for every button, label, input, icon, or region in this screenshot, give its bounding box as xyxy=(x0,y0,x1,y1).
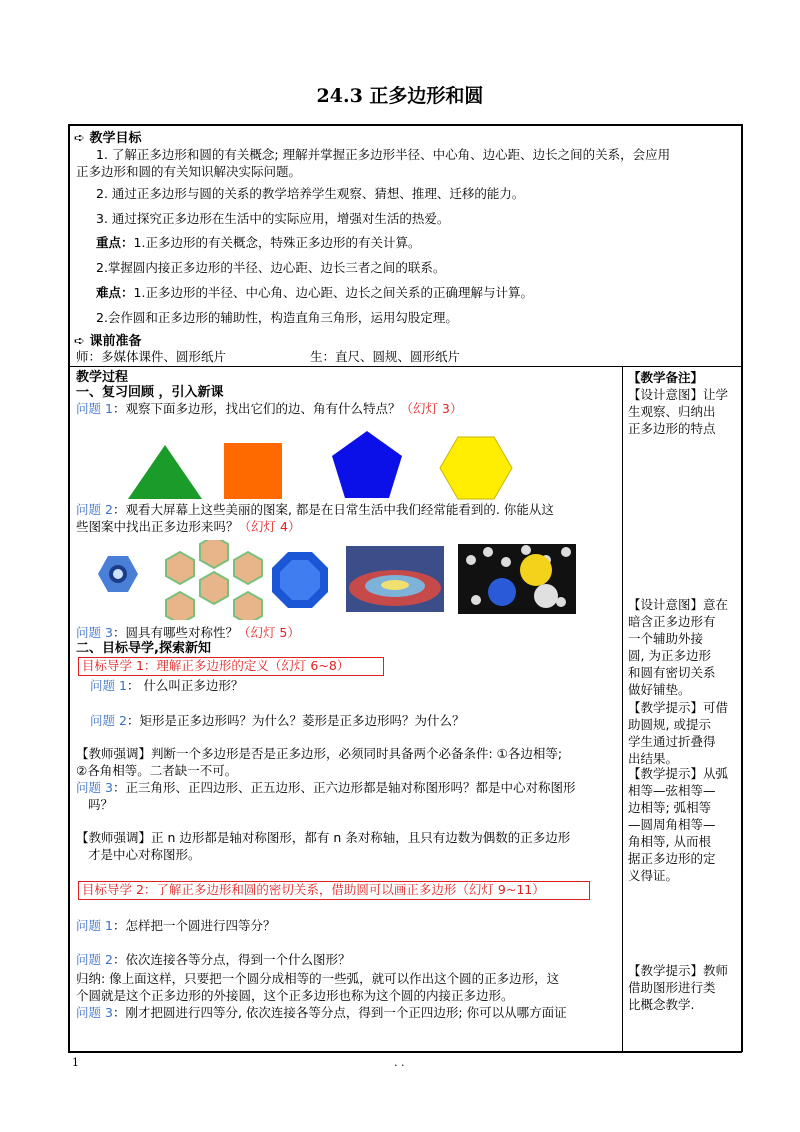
polygon-shapes xyxy=(120,425,540,505)
goal2-question-2: 问题 2：依次连接各等分点，得到一个什么图形？ xyxy=(76,952,351,967)
arrow-right-icon: ➪ xyxy=(74,334,85,349)
column-divider xyxy=(622,366,623,1052)
section-1-heading: 一、复习回顾 ，引入新课 xyxy=(76,385,224,400)
emphasis-1b: ②各角相等。二者缺一不可。 xyxy=(76,763,238,778)
page-number: 1 xyxy=(72,1056,79,1069)
question-2b: 些图案中找出正多边形来吗？（幻灯 4） xyxy=(76,519,301,534)
goal1-question-1: 问题 1： 什么叫正多边形？ xyxy=(90,678,244,693)
pattern-images xyxy=(76,540,586,620)
page-title: 24.3 正多边形和圆 xyxy=(316,85,484,107)
section-2-heading: 二、目标导学,探索新知 xyxy=(76,641,211,656)
difficulty-1-row: 难点：1.正多边形的半径、中心角、边心距、边长之间关系的正确理解与计算。 xyxy=(96,285,533,300)
hex-nut-image xyxy=(98,556,138,592)
key-label: 重点 xyxy=(96,235,122,250)
prep-student: 生：直尺、圆规、圆形纸片 xyxy=(310,349,461,364)
table-border-left xyxy=(68,124,70,1052)
kaleidoscope-image xyxy=(346,546,444,612)
question-3: 问题 3：圆具有哪些对称性？（幻灯 5） xyxy=(76,625,300,640)
emphasis-2b: 才是中心对称图形。 xyxy=(88,847,201,862)
key-point-1-row: 重点：1.正多边形的有关概念，特殊正多边形的有关计算。 xyxy=(96,235,421,250)
footer-dots: . . xyxy=(394,1056,405,1069)
goal-2: 2. 通过正多边形与圆的关系的教学培养学生观察、猜想、推理、迁移的能力。 xyxy=(96,186,525,201)
goals-heading: 教学目标 xyxy=(89,131,142,146)
difficulty-1: 1.正多边形的半径、中心角、边心距、边长之间关系的正确理解与计算。 xyxy=(133,285,533,300)
triangle-shape xyxy=(128,445,202,499)
difficulty-label: 难点 xyxy=(96,285,122,300)
tiling-pattern-image xyxy=(166,540,262,620)
prep-heading: 课前准备 xyxy=(89,334,142,349)
table-border-bottom xyxy=(68,1051,742,1053)
goal-3: 3. 通过探究正多边形在生活中的实际应用，增强对生活的热爱。 xyxy=(96,211,450,226)
notes-heading: 【教学备注】 xyxy=(628,370,704,385)
goal1-question-3a: 问题 3：正三角形、正四边形、正五边形、正六边形都是轴对称图形吗？都是中心对称图形 xyxy=(76,780,576,795)
row-divider xyxy=(68,366,742,367)
prep-teacher: 师：多媒体课件、圆形纸片 xyxy=(76,349,227,364)
question-2a: 问题 2：观看大屏幕上这些美丽的图案, 都是在日常生活中我们经常能看到的. 你能从这 xyxy=(76,502,554,517)
difficulty-2: 2.会作圆和正多边形的辅助性，构造直角三角形，运用勾股定理。 xyxy=(96,310,458,325)
arrow-right-icon: ➪ xyxy=(74,131,85,146)
goal2-question-3: 问题 3：刚才把圆进行四等分, 依次连接各等分点，得到一个正四边形; 你可以从哪方面证 xyxy=(76,1005,567,1020)
process-heading: 教学过程 xyxy=(76,370,129,385)
goal2-question-1: 问题 1：怎样把一个圆进行四等分？ xyxy=(76,918,276,933)
note-5: 【教学提示】教师 借助图形进行类 比概念教学. xyxy=(628,963,729,1012)
note-4: 【教学提示】从弧 相等—弦相等— 边相等; 弧相等 —圆周角相等— 角相等, 从而根 据正多边形的定 义得证。 xyxy=(628,766,729,883)
goal-1a: 1. 了解正多边形和圆的有关概念; 理解并掌握正多边形半径、中心角、边心距、边长之间的关系，会应用 xyxy=(96,147,671,162)
induction-b: 个圆就是这个正多边形的外接圆，这个正多边形也称为这个圆的内接正多边形。 xyxy=(76,988,514,1003)
goal1-question-2: 问题 2：矩形是正多边形吗？为什么？菱形是正多边形吗？为什么？ xyxy=(90,713,465,728)
pentagon-shape xyxy=(332,431,402,498)
hexagon-shape xyxy=(440,437,512,499)
goal1-question-3b: 吗？ xyxy=(88,797,114,812)
key-point-1: 1.正多边形的有关概念，特殊正多边形的有关计算。 xyxy=(133,235,421,250)
table-border-right xyxy=(741,124,743,1052)
question-1: 问题 1：观察下面多边形，找出它们的边、角有什么特点？（幻灯 3） xyxy=(76,401,463,416)
goal-2-text: 目标导学 2：了解正多边形和圆的密切关系，借助圆可以画正多边形（幻灯 9~11） xyxy=(82,882,545,897)
emphasis-1a: 【教师强调】判断一个多边形是否是正多边形，必须同时具备两个必备条件: ①各边相等; xyxy=(76,746,563,761)
soccer-balls-image xyxy=(458,544,576,614)
goal-1b: 正多边形和圆的有关知识解决实际问题。 xyxy=(76,164,302,179)
goals-heading-row xyxy=(74,130,141,147)
note-3: 【教学提示】可借 助圆规, 或提示 学生通过折叠得 出结果。 xyxy=(628,700,729,766)
note-1: 【设计意图】让学 生观察、归纳出 正多边形的特点 xyxy=(628,387,729,436)
key-point-2: 2.掌握圆内接正多边形的半径、边心距、边长三者之间的联系。 xyxy=(96,260,446,275)
square-shape xyxy=(224,443,282,499)
emphasis-2a: 【教师强调】正 n 边形都是轴对称图形，都有 n 条对称轴，且只有边数为偶数的正多边形 xyxy=(76,830,571,845)
induction-a: 归纳: 像上面这样，只要把一个圆分成相等的一些弧，就可以作出这个圆的正多边形，这 xyxy=(76,971,560,986)
octagon-image xyxy=(272,552,328,608)
goal-1-text: 目标导学 1：理解正多边形的定义（幻灯 6~8） xyxy=(82,658,350,673)
table-border-top xyxy=(68,124,742,126)
note-2: 【设计意图】意在 暗含正多边形有 一个辅助外接 圆, 为正多边形 和圆有密切关系 做好铺垫。 xyxy=(628,597,729,697)
